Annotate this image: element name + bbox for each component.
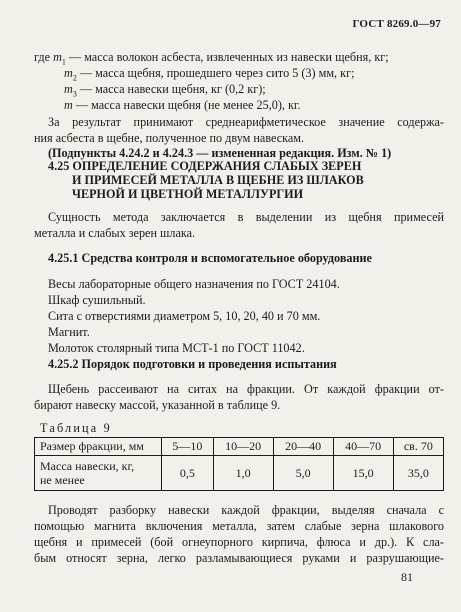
- result-text-line-1: За результат принимают среднеарифметическое значение содержа-: [48, 115, 444, 129]
- closing-line-2: помощью магнита включения металла, затем слабые зерна шлакового: [34, 519, 444, 533]
- amendment-note: (Подпункты 4.24.2 и 4.24.3 — измененная редакция. Изм. № 1): [48, 146, 392, 160]
- table-row-label: [35, 456, 162, 491]
- closing-line-1: Проводят разборку навески каждой фракции, выделяя сначала с: [48, 503, 444, 517]
- closing-line-4: бым относят зерна, легко разламывающиеся руками и разрушающие-: [34, 551, 444, 565]
- table-row: [35, 456, 444, 491]
- procedure-line-2: бирают навеску массой, указанной в таблице 9.: [34, 398, 281, 412]
- table-header-cell: св. 70: [393, 438, 443, 456]
- essence-line-1: Сущность метода заключается в выделении из щебня примесей: [48, 210, 444, 224]
- section-425-title-line-3: ЧЕРНОЙ И ЦВЕТНОЙ МЕТАЛЛУРГИИ: [72, 187, 304, 201]
- section-4252-title: 4.25.2 Порядок подготовки и проведения испытания: [48, 357, 337, 371]
- page-number: 81: [401, 570, 413, 584]
- table-cell: 15,0: [333, 456, 393, 491]
- table-cell: 0,5: [162, 456, 214, 491]
- equipment-item: Молоток столярный типа МСТ-1 по ГОСТ 11042.: [48, 341, 305, 355]
- table-header-cell: 20—40: [273, 438, 333, 456]
- row-label-line-1: Масса навески, кг,: [40, 459, 135, 473]
- equipment-item: Весы лабораторные общего назначения по ГОСТ 24104.: [48, 277, 340, 291]
- variable-subscript: 1: [61, 57, 66, 67]
- table-header-cell: 40—70: [333, 438, 393, 456]
- row-label-line-2: не менее: [40, 473, 85, 487]
- document-header-id: ГОСТ 8269.0—97: [352, 18, 441, 30]
- essence-line-2: металла и слабых зерен шлака.: [34, 226, 196, 240]
- table-header-cell: 5—10: [162, 438, 214, 456]
- section-425-title-line-1: 4.25 ОПРЕДЕЛЕНИЕ СОДЕРЖАНИЯ СЛАБЫХ ЗЕРЕН: [48, 159, 362, 173]
- table-cell: 35,0: [393, 456, 443, 491]
- equipment-item: Шкаф сушильный.: [48, 293, 146, 307]
- variable-name: m: [64, 98, 73, 112]
- closing-line-3: щебня и примесей (бой огнеупорного кирпича, флюса и др.). К сла-: [34, 535, 444, 549]
- section-4251-title: 4.25.1 Средства контроля и вспомогательное оборудование: [48, 251, 372, 265]
- procedure-line-1: Щебень рассеивают на ситах на фракции. От каждой фракции от-: [48, 382, 444, 396]
- table-header-cell: 10—20: [213, 438, 273, 456]
- table-9: [34, 437, 444, 491]
- table-header-label: Размер фракции, мм: [35, 438, 162, 456]
- definition-m: [64, 98, 301, 112]
- variable-name: m: [53, 50, 62, 64]
- table-cell: 1,0: [213, 456, 273, 491]
- equipment-item: Магнит.: [48, 325, 90, 339]
- definition-text: — масса навески щебня (не менее 25,0), кг.: [72, 98, 301, 112]
- definition-text: — масса волокон асбеста, извлеченных из навески щебня, кг;: [65, 50, 389, 64]
- definition-text: — масса щебня, прошедшего через сито 5 (3) мм, кг;: [76, 66, 355, 80]
- variable-subscript: 3: [72, 89, 77, 99]
- variable-name: m: [64, 66, 73, 80]
- section-425-title-line-2: И ПРИМЕСЕЙ МЕТАЛЛА В ЩЕБНЕ ИЗ ШЛАКОВ: [72, 173, 364, 187]
- table9-caption: Таблица 9: [40, 421, 112, 435]
- definition-prefix: где: [34, 50, 54, 64]
- equipment-item: Сита с отверстиями диаметром 5, 10, 20, 40 и 70 мм.: [48, 309, 321, 323]
- variable-subscript: 2: [72, 73, 77, 83]
- variable-name: m: [64, 82, 73, 96]
- definition-text: — масса навески щебня, кг (0,2 кг);: [76, 82, 266, 96]
- table-cell: 5,0: [273, 456, 333, 491]
- result-text-line-2: ния асбеста в щебне, полученное по двум навескам.: [34, 131, 305, 145]
- table-header-row: [35, 438, 444, 456]
